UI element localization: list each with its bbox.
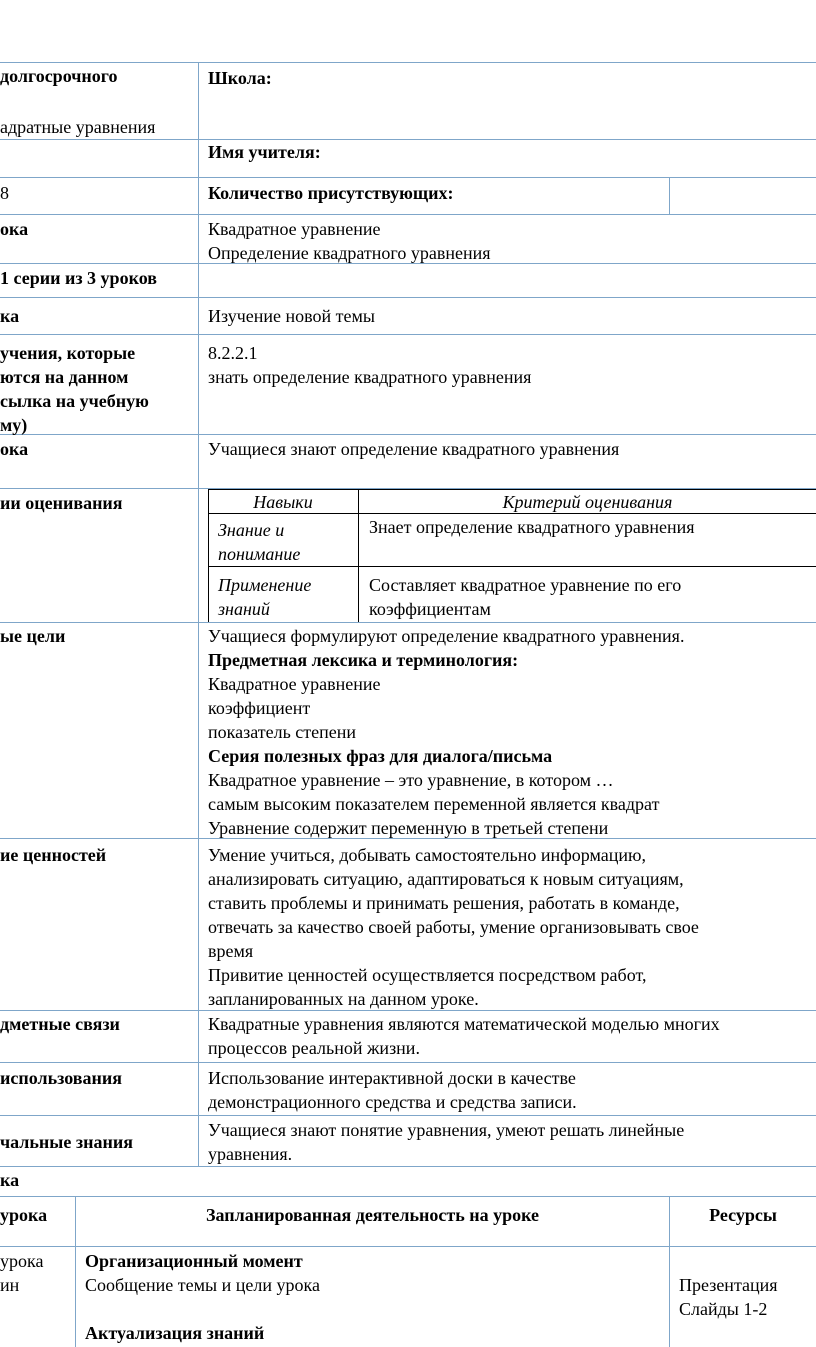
crosscurr-line: процессов реальной жизни. — [208, 1038, 420, 1058]
values-line: ставить проблемы и принимать решения, работать в команде, — [208, 893, 680, 913]
plan-stage — [0, 1249, 43, 1297]
criteria-skill-line: Применение — [218, 575, 312, 595]
criteria-label: ии оценивания — [0, 493, 123, 513]
crosscurr-line: Квадратные уравнения являются математической моделью многих — [208, 1014, 720, 1034]
grid-line — [0, 1166, 816, 1167]
objectives-value — [208, 341, 531, 389]
plan-stage-line: урока — [0, 1251, 44, 1271]
grid-line — [0, 1115, 816, 1116]
language-line: Учащиеся формулируют определение квадратного уравнения. — [208, 626, 685, 646]
values-line: отвечать за качество своей работы, умение организовывать свое — [208, 917, 699, 937]
lesson-goals-value: Учащиеся знают определение квадратного уравнения — [208, 439, 620, 459]
criteria-head-criteria: Критерий оценивания — [502, 492, 673, 512]
activity-heading: Организационный момент — [85, 1251, 303, 1271]
criteria-skill-line: понимание — [218, 544, 301, 564]
grid-line — [198, 62, 199, 1166]
plan-col-activity: Запланированная деятельность на уроке — [205, 1205, 540, 1225]
ict-line: Использование интерактивной доски в качестве — [208, 1068, 576, 1088]
values-line: Умение учиться, добывать самостоятельно информацию, — [208, 845, 646, 865]
phrase-item: Уравнение содержит переменную в третьей степени — [208, 818, 609, 838]
resource-line: Презентация — [679, 1275, 778, 1295]
topic-line: Квадратное уравнение — [208, 219, 381, 239]
plan-stage-line: ин — [0, 1275, 20, 1295]
activity-heading: Актуализация знаний — [85, 1323, 265, 1343]
objectives-label-line: ются на данном — [0, 367, 129, 387]
vocab-heading: Предметная лексика и терминология: — [208, 650, 519, 670]
grid-line — [0, 1062, 816, 1063]
grid-line — [0, 1196, 816, 1197]
activity-line: Сообщение темы и цели урока — [85, 1275, 320, 1295]
header-left-title: долгосрочного — [0, 66, 118, 86]
criteria-criterion-line: коэффициентам — [369, 599, 491, 619]
objectives-label — [0, 341, 149, 437]
values-line: запланированных на данном уроке. — [208, 989, 479, 1009]
criteria-skill-line: знаний — [218, 599, 270, 619]
plan-col-resources: Ресурсы — [709, 1205, 777, 1225]
school-label: Школа: — [208, 68, 272, 88]
values-label: ие ценностей — [0, 845, 107, 865]
criteria-table-border — [208, 566, 816, 567]
language-goals-label: ые цели — [0, 626, 66, 646]
grid-line — [0, 297, 816, 298]
plan-col-stage: урока — [0, 1205, 48, 1225]
vocab-item: Квадратное уравнение — [208, 674, 381, 694]
criteria-criterion — [369, 515, 695, 539]
objectives-label-line: учения, которые — [0, 343, 136, 363]
lesson-type-value: Изучение новой темы — [208, 306, 376, 326]
grid-line — [0, 139, 816, 140]
objective-text: знать определение квадратного уравнения — [208, 367, 532, 387]
grid-line — [0, 62, 816, 63]
prior-line: Учащиеся знают понятие уравнения, умеют решать линейные — [208, 1120, 685, 1140]
topic-line: Определение квадратного уравнения — [208, 243, 491, 263]
teacher-label: Имя учителя: — [208, 142, 321, 162]
phrases-heading: Серия полезных фраз для диалога/письма — [208, 746, 553, 766]
lesson-type-label: ка — [0, 306, 20, 326]
ict-value — [208, 1066, 577, 1114]
criteria-criterion-line: Знает определение квадратного уравнения — [369, 517, 695, 537]
vocab-item: показатель степени — [208, 722, 357, 742]
objectives-label-line: му) — [0, 415, 28, 435]
objectives-label-line: сылка на учебную — [0, 391, 149, 411]
criteria-skill — [218, 573, 311, 621]
values-line: анализировать ситуацию, адаптироваться к новым ситуациям, — [208, 869, 684, 889]
criteria-criterion — [369, 573, 681, 621]
criteria-skill — [218, 518, 300, 566]
vocab-item: коэффициент — [208, 698, 311, 718]
grid-line — [669, 177, 670, 214]
grid-line — [0, 214, 816, 215]
ict-label: использования — [0, 1068, 122, 1088]
plan-heading: ка — [0, 1170, 20, 1190]
crosscurr-label: дметные связи — [0, 1014, 120, 1034]
grid-line — [0, 177, 816, 178]
phrase-item: самым высоким показателем переменной является квадрат — [208, 794, 660, 814]
criteria-skill-line: Знание и — [218, 520, 285, 540]
lesson-goals-label: ока — [0, 439, 29, 459]
grade-value: 8 — [0, 183, 9, 203]
language-goals-value — [208, 624, 684, 840]
grid-line — [0, 622, 816, 623]
objective-code: 8.2.2.1 — [208, 343, 258, 363]
ict-line: демонстрационного средства и средства записи. — [208, 1092, 577, 1112]
grid-line — [0, 334, 816, 335]
phrase-item: Квадратное уравнение – это уравнение, в котором … — [208, 770, 614, 790]
attendance-label: Количество присутствующих: — [208, 183, 454, 203]
header-left-subtitle: адратные уравнения — [0, 117, 156, 137]
resource-line: Слайды 1-2 — [679, 1299, 768, 1319]
activity-spacer — [85, 1297, 320, 1321]
values-value — [208, 843, 699, 1011]
grid-line — [0, 1246, 816, 1247]
topic-label: ока — [0, 219, 29, 239]
prior-label: чальные знания — [0, 1132, 133, 1152]
criteria-criterion-line: Составляет квадратное уравнение по его — [369, 575, 682, 595]
criteria-head-skills: Навыки — [253, 492, 313, 512]
plan-resources — [679, 1273, 778, 1321]
values-line: время — [208, 941, 254, 961]
topic-value — [208, 217, 491, 265]
prior-line: уравнения. — [208, 1144, 293, 1164]
values-line: Привитие ценностей осуществляется посредством работ, — [208, 965, 647, 985]
crosscurr-value — [208, 1012, 720, 1060]
series-label: 1 серии из 3 уроков — [0, 268, 157, 288]
plan-activity — [85, 1249, 320, 1345]
prior-value — [208, 1118, 684, 1166]
